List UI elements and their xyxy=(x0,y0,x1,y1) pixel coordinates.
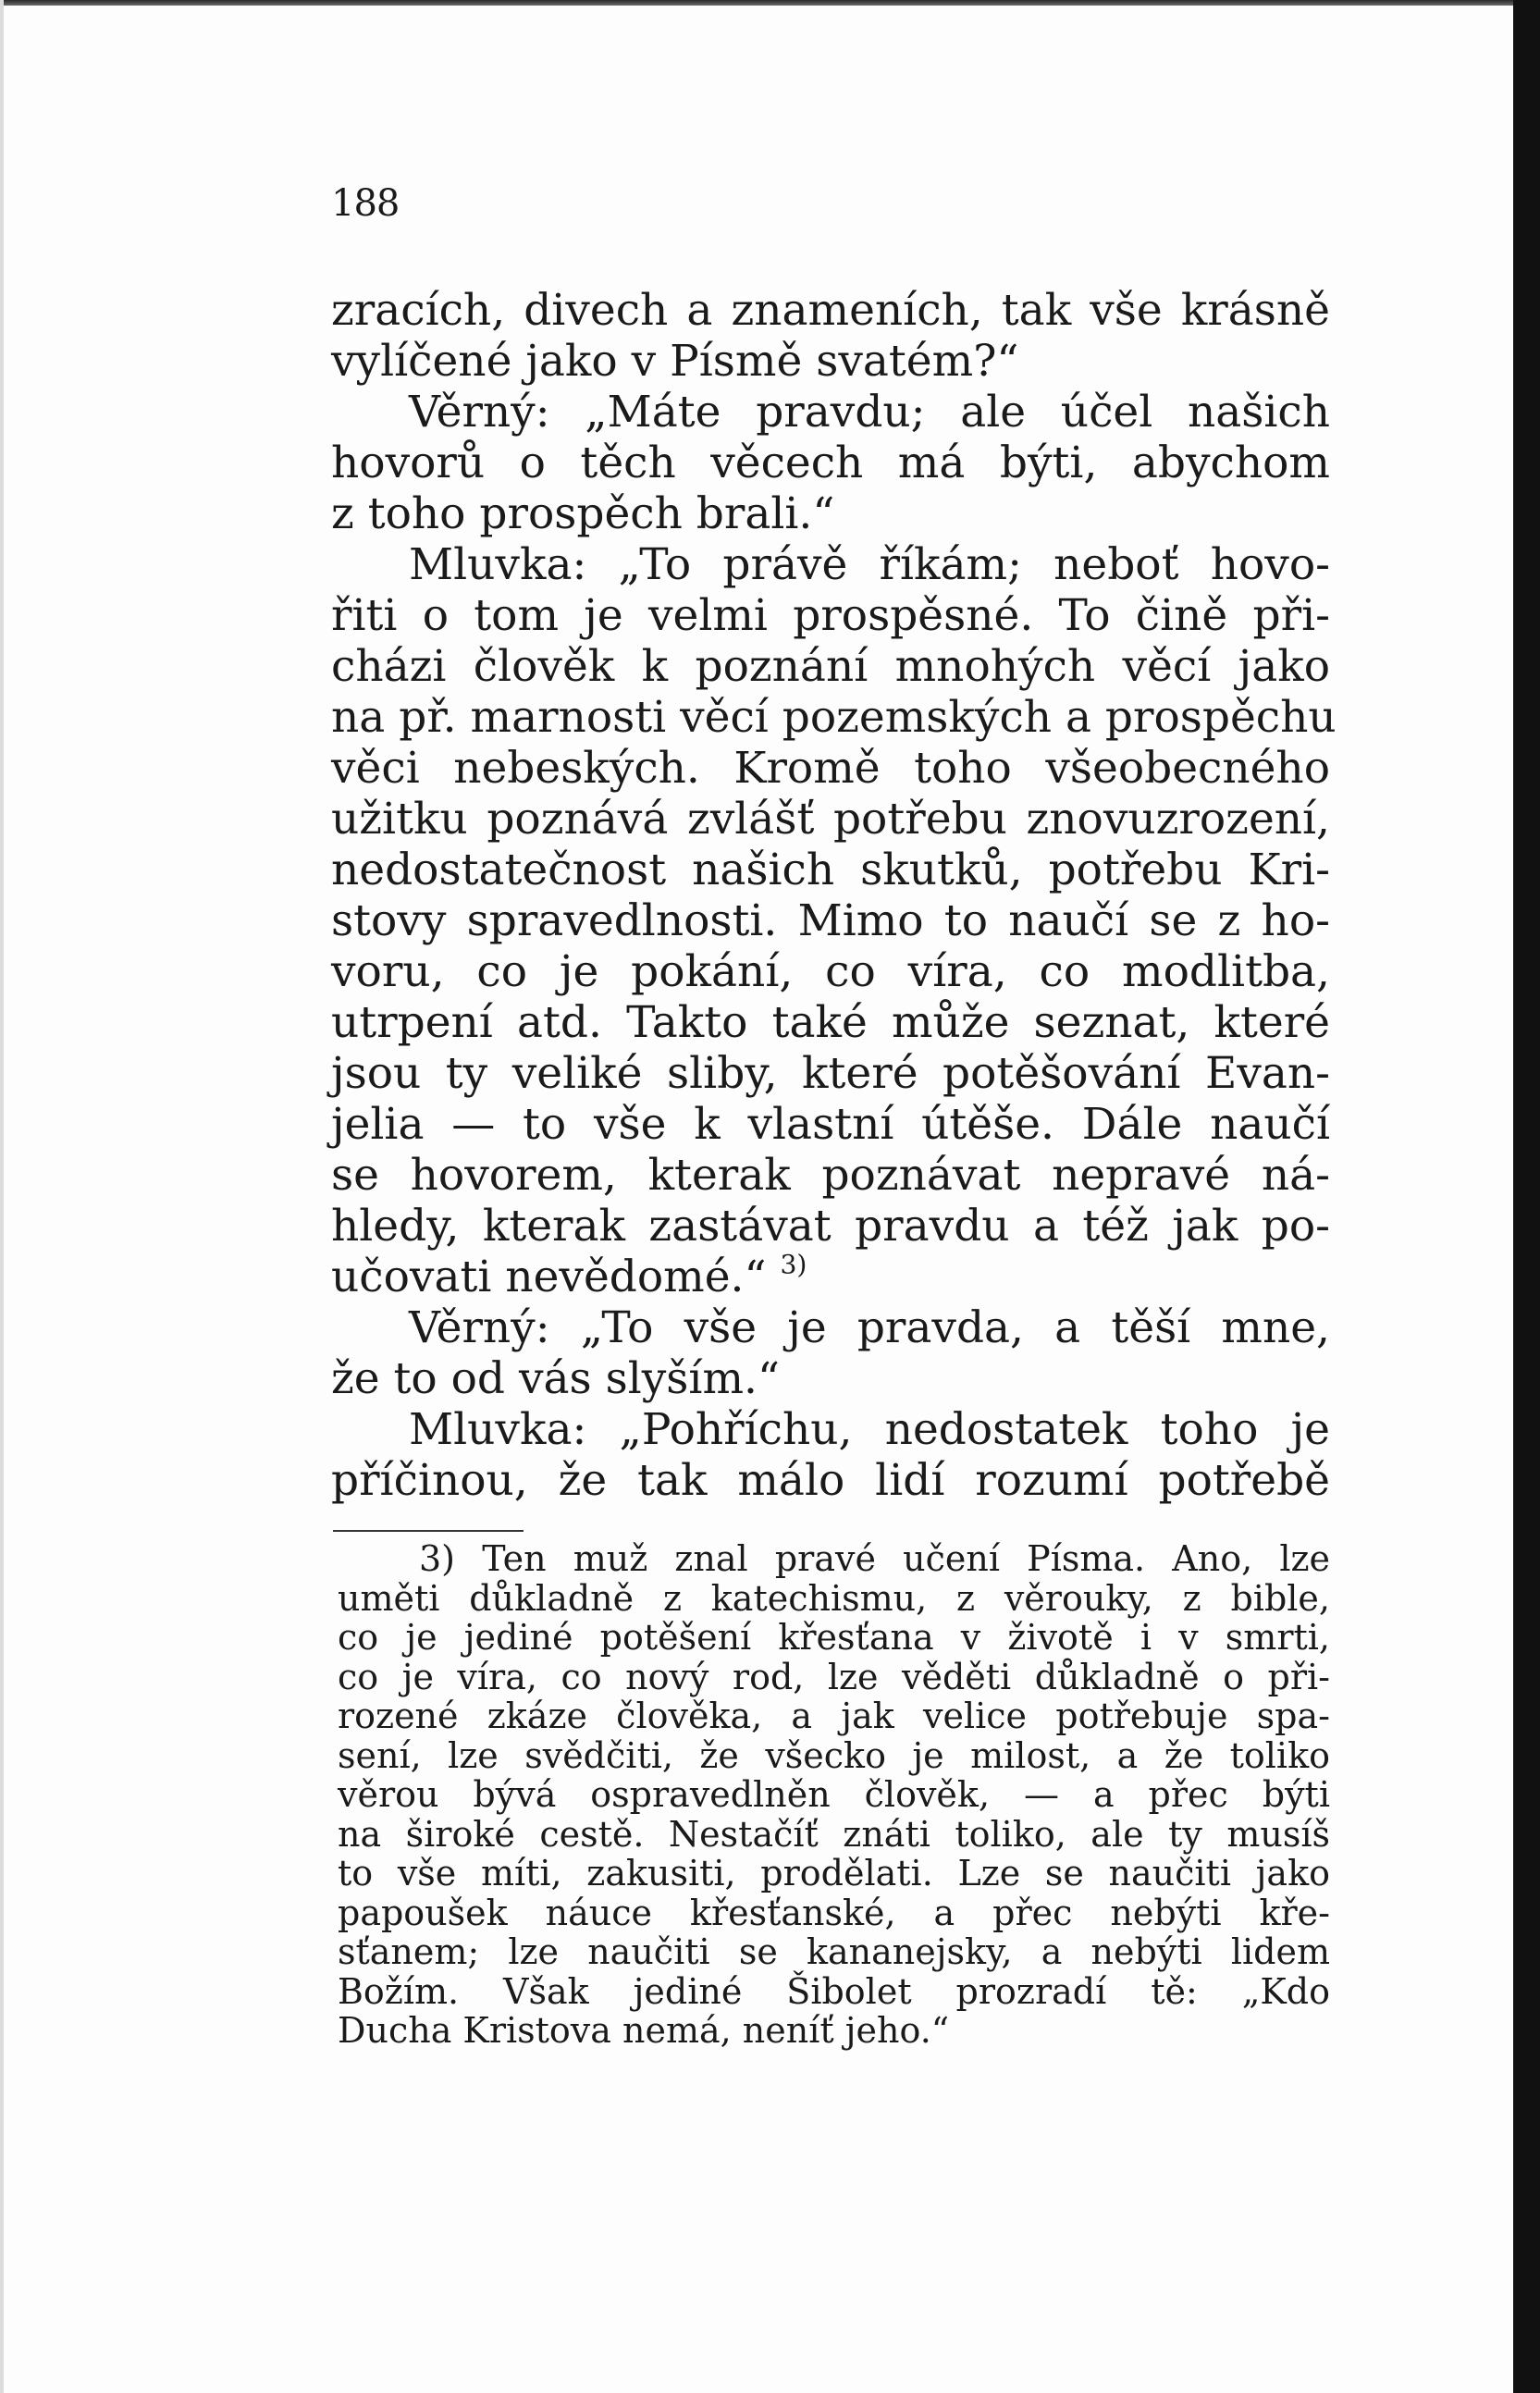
text-line-content: řiti o tom je velmi prospěsné. To čině při- xyxy=(331,590,1330,641)
text-line-content: utrpení atd. Takto také může seznat, které xyxy=(331,997,1330,1048)
footnote-line xyxy=(338,1539,1330,1579)
main-text xyxy=(331,285,1337,1506)
text-line xyxy=(331,1455,1330,1506)
text-line-content: cházi člověk k poznání mnohých věcí jako xyxy=(331,641,1330,692)
text-line-content: se hovorem, kterak poznávat nepravé ná- xyxy=(331,1150,1330,1201)
text-line xyxy=(331,1201,1330,1252)
text-line xyxy=(331,1150,1330,1201)
text-line-content: jsou ty veliké sliby, které potěšování Evan- xyxy=(331,1048,1330,1099)
footnote-line xyxy=(338,1696,1330,1736)
footnote-line xyxy=(338,1854,1330,1893)
text-line-content: učovati nevědomé.“ xyxy=(331,1252,767,1302)
text-line-content: věci nebeských. Kromě toho všeobecného xyxy=(331,743,1330,794)
text-line xyxy=(331,1353,1330,1404)
footnote-line xyxy=(338,1893,1330,1933)
footnote-line-content: na široké cestě. Nestačíť znáti toliko, ale ty musíš xyxy=(338,1813,1330,1855)
text-line xyxy=(331,1048,1330,1099)
text-line-content: vylíčené jako v Písmě svatém?“ xyxy=(331,336,1019,387)
text-line xyxy=(331,946,1330,997)
text-line-content: nedostatečnost našich skutků, potřebu Kri- xyxy=(331,845,1330,895)
text-line-content: Věrný: „To vše je pravda, a těší mne, xyxy=(409,1302,1330,1353)
text-line-content: stovy spravedlnosti. Mimo to naučí se z ho- xyxy=(331,895,1330,946)
text-line xyxy=(331,794,1330,845)
text-line-content: že to od vás slyším.“ xyxy=(331,1353,780,1404)
text-line-content: hledy, kterak zastávat pravdu a též jak po- xyxy=(331,1201,1330,1252)
footnote-line xyxy=(338,1658,1330,1697)
footnote-line-content: papoušek náuce křesťanské, a přec nebýti kře- xyxy=(338,1892,1330,1933)
footnote-separator xyxy=(333,1530,524,1532)
text-line xyxy=(331,1099,1330,1150)
text-line xyxy=(331,539,1330,590)
text-line-content: příčinou, že tak málo lidí rozumí potřebě xyxy=(331,1455,1330,1506)
text-line xyxy=(331,845,1330,895)
page-number: 188 xyxy=(331,182,400,225)
footnote-line xyxy=(338,1972,1330,2012)
text-line xyxy=(331,1249,1330,1302)
footnote xyxy=(338,1539,1330,2051)
footnote-line-content: co je víra, co nový rod, lze věděti důkladně o při- xyxy=(338,1656,1330,1697)
footnote-line-content: Ducha Kristova nemá, neníť jeho.“ xyxy=(338,2010,950,2051)
scan-left-shadow xyxy=(0,0,4,2393)
text-line-content: užitku poznává zvlášť potřebu znovuzrození, xyxy=(331,794,1330,845)
text-line xyxy=(331,692,1337,743)
text-line-content: Věrný: „Máte pravdu; ale účel našich xyxy=(409,387,1330,438)
footnote-line-content: sení, lze svědčiti, že všecko je milost, a že toliko xyxy=(338,1734,1330,1776)
footnote-reference: 3) xyxy=(780,1249,807,1280)
text-line-content: hovorů o těch věcech má býti, abychom xyxy=(331,438,1330,488)
footnote-line-content: co je jediné potěšení křesťana v životě i v smrti, xyxy=(338,1617,1330,1658)
footnote-line-content: rozené zkáze člověka, a jak velice potřebuje spa- xyxy=(338,1696,1330,1736)
footnote-line xyxy=(338,1579,1330,1619)
text-line xyxy=(331,1302,1330,1353)
text-line xyxy=(331,387,1330,438)
text-line xyxy=(331,590,1330,641)
text-line xyxy=(331,997,1330,1048)
text-line-content: zracích, divech a znameních, tak vše krásně xyxy=(331,285,1330,336)
scan-right-edge xyxy=(1513,0,1540,2393)
footnote-marker: 3) xyxy=(419,1538,456,1579)
text-line-content: na př. marnosti věcí pozemských a prospěchu xyxy=(331,692,1337,743)
footnote-line-content: Božím. Však jediné Šibolet prozradí tě: „Kdo xyxy=(338,1970,1330,2012)
text-line-content: voru, co je pokání, co víra, co modlitba, xyxy=(331,946,1330,997)
text-line xyxy=(331,336,1330,387)
text-line xyxy=(331,895,1330,946)
scan-top-edge xyxy=(0,0,1540,6)
text-line-content: Mluvka: „Pohříchu, nedostatek toho je xyxy=(409,1404,1330,1455)
footnote-line xyxy=(338,2011,1330,2051)
text-line xyxy=(331,1404,1330,1455)
footnote-line xyxy=(338,1932,1330,1972)
text-line-content: z toho prospěch brali.“ xyxy=(331,488,835,539)
footnote-line-content: věrou bývá ospravedlněn člověk, — a přec býti xyxy=(338,1774,1330,1815)
text-line xyxy=(331,743,1330,794)
footnote-line xyxy=(338,1775,1330,1815)
footnote-line xyxy=(338,1618,1330,1658)
footnote-line-content: to vše míti, zakusiti, prodělati. Lze se naučiti jako xyxy=(338,1853,1330,1893)
text-line xyxy=(331,285,1330,336)
text-line xyxy=(331,438,1330,488)
footnote-line-content: sťanem; lze naučiti se kananejsky, a nebýti lidem xyxy=(338,1931,1330,1972)
text-line-content: jelia — to vše k vlastní útěše. Dále naučí xyxy=(331,1099,1330,1150)
text-line-content: Mluvka: „To právě říkám; neboť hovo- xyxy=(409,539,1330,590)
footnote-line-content: Ten muž znal pravé učení Písma. Ano, lze xyxy=(482,1538,1330,1579)
text-line xyxy=(331,488,1330,539)
footnote-line xyxy=(338,1815,1330,1855)
footnote-line xyxy=(338,1736,1330,1776)
text-line xyxy=(331,641,1330,692)
footnote-line-content: uměti důkladně z katechismu, z věrouky, z bible, xyxy=(338,1577,1330,1619)
